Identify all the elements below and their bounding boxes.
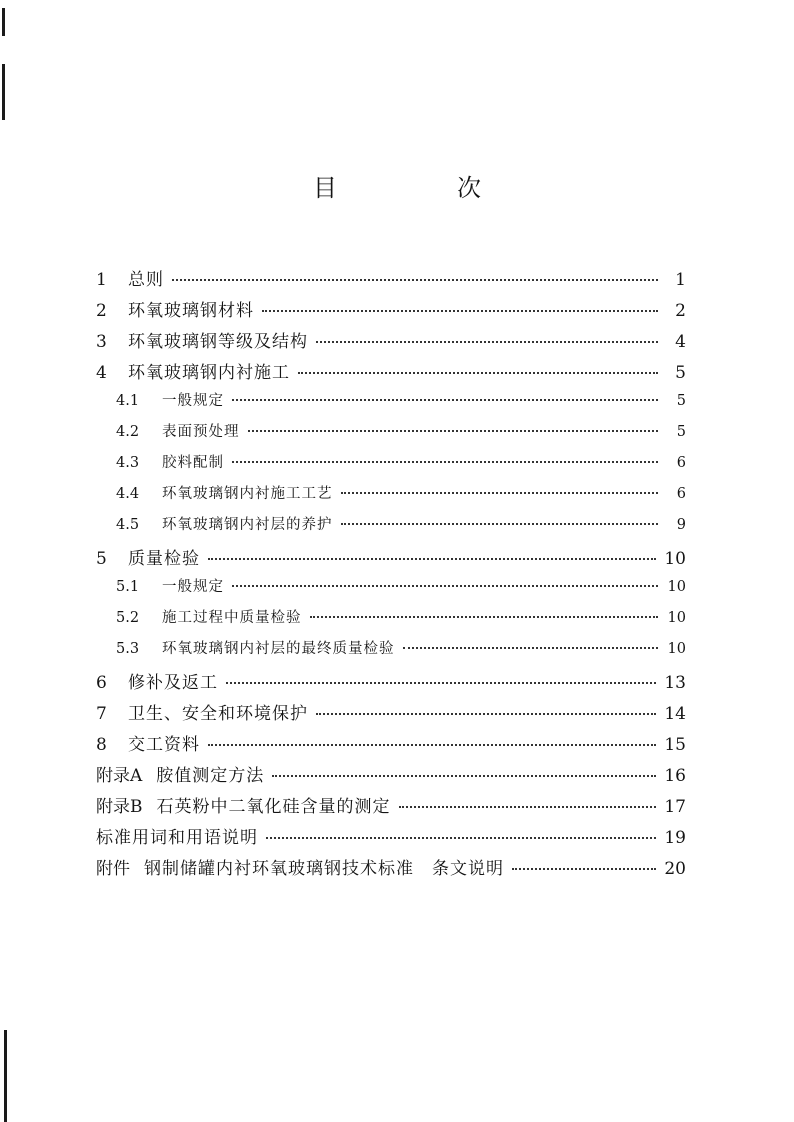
toc-entry bbox=[96, 792, 686, 823]
toc-entry-number: 4.1 bbox=[116, 393, 140, 409]
toc-entry-page: 10 bbox=[667, 641, 686, 657]
toc-entry-page: 6 bbox=[676, 486, 686, 502]
table-of-contents bbox=[96, 265, 686, 885]
toc-entry-page: 17 bbox=[664, 797, 686, 817]
toc-entry-page: 6 bbox=[676, 455, 686, 471]
toc-entry-number: 1 bbox=[96, 270, 107, 290]
toc-entry-number: 5 bbox=[96, 549, 107, 569]
toc-entry-page: 16 bbox=[664, 766, 686, 786]
toc-entry-number: 4.3 bbox=[116, 455, 140, 471]
toc-dot-leader bbox=[399, 806, 657, 808]
toc-entry-number: 4 bbox=[96, 363, 107, 383]
toc-entry-number: 附件 bbox=[96, 859, 130, 879]
toc-entry-number: 3 bbox=[96, 332, 107, 352]
toc-entry-label: 质量检验 bbox=[128, 549, 200, 569]
toc-entry bbox=[96, 668, 686, 699]
toc-entry-number: 7 bbox=[96, 704, 107, 724]
toc-entry-number: 8 bbox=[96, 735, 107, 755]
toc-entry-page: 14 bbox=[664, 704, 686, 724]
toc-entry-label: 一般规定 bbox=[162, 579, 224, 595]
toc-entry bbox=[96, 389, 686, 420]
toc-entry-label: 环氧玻璃钢等级及结构 bbox=[128, 332, 308, 352]
toc-entry bbox=[96, 730, 686, 761]
toc-entry-label: 标准用词和用语说明 bbox=[96, 828, 258, 848]
toc-entry-label: 表面预处理 bbox=[162, 424, 240, 440]
toc-entry bbox=[96, 451, 686, 482]
toc-entry-label: 胶料配制 bbox=[162, 455, 224, 471]
toc-entry-page: 9 bbox=[676, 517, 686, 533]
toc-entry-label: 石英粉中二氧化硅含量的测定 bbox=[156, 797, 391, 817]
toc-dot-leader bbox=[403, 647, 659, 649]
toc-entry-label: 卫生、安全和环境保护 bbox=[128, 704, 308, 724]
toc-entry-label: 交工资料 bbox=[128, 735, 200, 755]
toc-entry-number: 附录A bbox=[96, 766, 143, 786]
toc-entry-page: 20 bbox=[664, 859, 686, 879]
toc-dot-leader bbox=[310, 616, 659, 618]
toc-entry-label: 环氧玻璃钢内衬层的最终质量检验 bbox=[162, 641, 395, 657]
toc-entry-number: 4.4 bbox=[116, 486, 140, 502]
toc-dot-leader bbox=[512, 868, 656, 870]
toc-dot-leader bbox=[266, 837, 656, 839]
toc-entry bbox=[96, 699, 686, 730]
toc-entry bbox=[96, 606, 686, 637]
toc-entry-page: 10 bbox=[664, 549, 686, 569]
toc-entry-page: 2 bbox=[675, 301, 686, 321]
toc-entry-label: 环氧玻璃钢材料 bbox=[128, 301, 254, 321]
toc-entry bbox=[96, 637, 686, 668]
toc-dot-leader bbox=[272, 775, 656, 777]
toc-entry bbox=[96, 358, 686, 389]
toc-dot-leader bbox=[341, 523, 659, 525]
toc-dot-leader bbox=[232, 461, 658, 463]
toc-entry-label: 环氧玻璃钢内衬层的养护 bbox=[162, 517, 333, 533]
toc-entry bbox=[96, 513, 686, 544]
toc-entry bbox=[96, 761, 686, 792]
toc-entry bbox=[96, 544, 686, 575]
toc-entry-number: 5.3 bbox=[116, 641, 140, 657]
toc-dot-leader bbox=[232, 585, 658, 587]
toc-entry-page: 10 bbox=[667, 579, 686, 595]
toc-entry-page: 19 bbox=[664, 828, 686, 848]
toc-entry bbox=[96, 327, 686, 358]
toc-entry-number: 2 bbox=[96, 301, 107, 321]
toc-entry-number: 5.2 bbox=[116, 610, 140, 626]
toc-entry-label: 总则 bbox=[128, 270, 164, 290]
toc-entry-label: 施工过程中质量检验 bbox=[162, 610, 302, 626]
toc-entry-page: 5 bbox=[675, 363, 686, 383]
toc-entry-number: 5.1 bbox=[116, 579, 140, 595]
toc-entry bbox=[96, 854, 686, 885]
toc-entry-number: 6 bbox=[96, 673, 107, 693]
toc-entry bbox=[96, 482, 686, 513]
toc-entry-page: 5 bbox=[676, 393, 686, 409]
toc-entry-page: 10 bbox=[667, 610, 686, 626]
toc-entry-label: 钢制储罐内衬环氧玻璃钢技术标准 条文说明 bbox=[144, 859, 504, 879]
toc-entry bbox=[96, 823, 686, 854]
toc-entry-number: 附录B bbox=[96, 797, 143, 817]
toc-dot-leader bbox=[172, 279, 658, 281]
toc-entry-page: 13 bbox=[664, 673, 686, 693]
toc-entry bbox=[96, 420, 686, 451]
toc-entry-label: 修补及返工 bbox=[128, 673, 218, 693]
toc-entry-page: 4 bbox=[675, 332, 686, 352]
toc-dot-leader bbox=[316, 713, 656, 715]
toc-entry bbox=[96, 265, 686, 296]
toc-dot-leader bbox=[226, 682, 656, 684]
toc-dot-leader bbox=[232, 399, 658, 401]
toc-entry-number: 4.2 bbox=[116, 424, 140, 440]
toc-entry-label: 一般规定 bbox=[162, 393, 224, 409]
toc-dot-leader bbox=[248, 430, 659, 432]
toc-entry bbox=[96, 575, 686, 606]
toc-dot-leader bbox=[298, 372, 658, 374]
toc-entry-page: 1 bbox=[675, 270, 686, 290]
toc-entry bbox=[96, 296, 686, 327]
toc-dot-leader bbox=[316, 341, 658, 343]
scan-edge-mark bbox=[2, 64, 5, 120]
toc-entry-number: 4.5 bbox=[116, 517, 140, 533]
toc-dot-leader bbox=[208, 744, 656, 746]
page-title: 目 次 bbox=[313, 174, 529, 202]
toc-entry-label: 胺值测定方法 bbox=[156, 766, 265, 786]
toc-entry-label: 环氧玻璃钢内衬施工 bbox=[128, 363, 290, 383]
toc-entry-label: 环氧玻璃钢内衬施工工艺 bbox=[162, 486, 333, 502]
toc-dot-leader bbox=[262, 310, 658, 312]
toc-entry-page: 5 bbox=[676, 424, 686, 440]
toc-dot-leader bbox=[341, 492, 659, 494]
scan-edge-mark bbox=[4, 1030, 7, 1122]
toc-dot-leader bbox=[208, 558, 656, 560]
scan-edge-mark bbox=[2, 8, 5, 36]
toc-entry-page: 15 bbox=[664, 735, 686, 755]
